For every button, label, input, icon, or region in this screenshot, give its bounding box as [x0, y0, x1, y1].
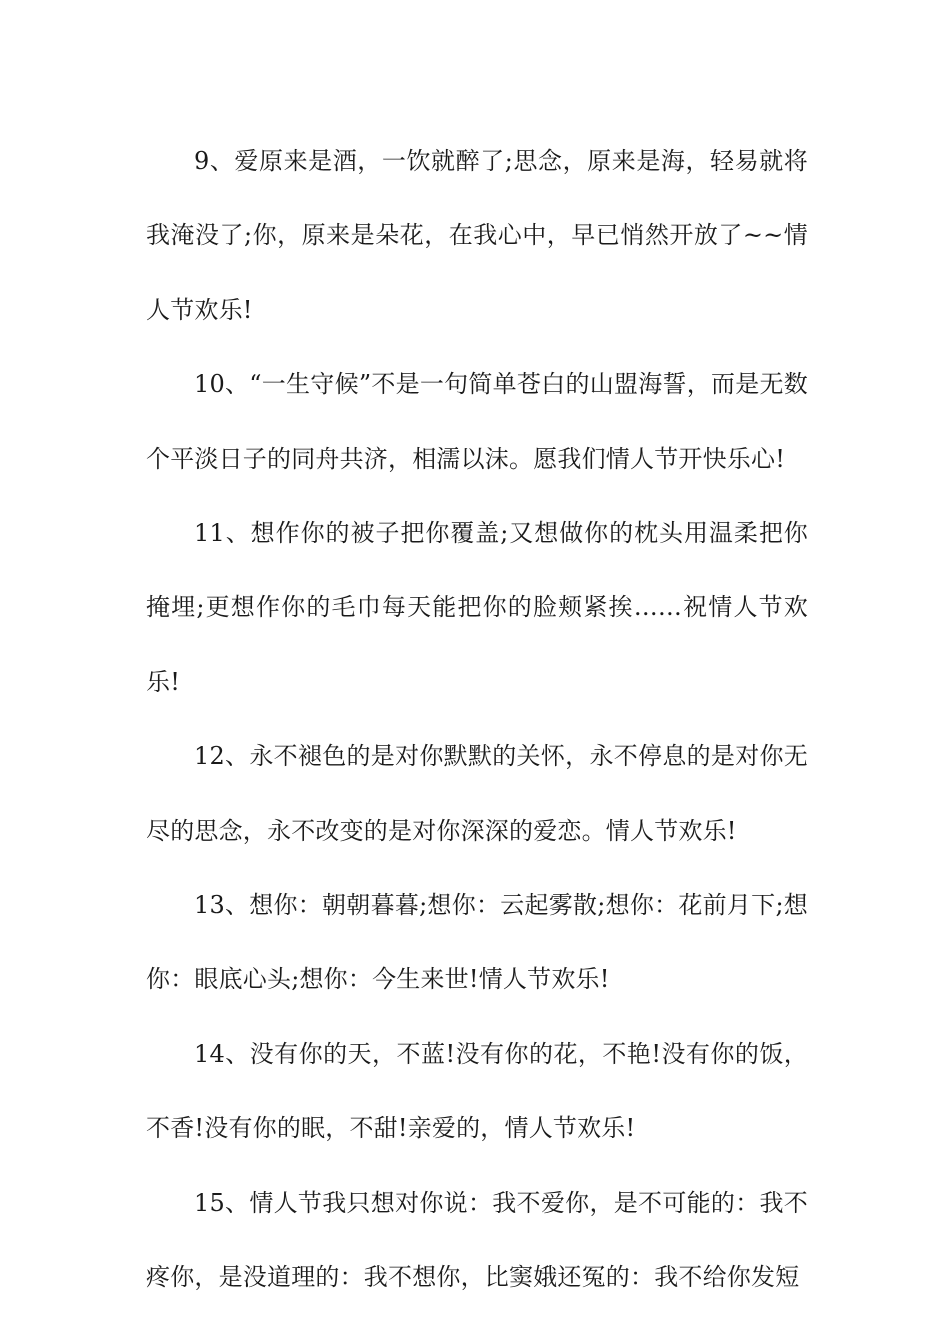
paragraph-11: 11、想作你的被子把你覆盖;又想做你的枕头用温柔把你掩埋;更想作你的毛巾每天能把你的脸颊紧挨……祝情人节欢乐!	[146, 519, 808, 696]
paragraph-9: 9、爱原来是酒，一饮就醉了;思念，原来是海，轻易就将我淹没了;你，原来是朵花，在我心中，早已悄然开放了~~情人节欢乐!	[146, 147, 808, 324]
paragraph-10: 10、“一生守候”不是一句简单苍白的山盟海誓，而是无数个平淡日子的同舟共济，相濡以沫。愿我们情人节开快乐心!	[146, 370, 808, 473]
paragraph-12: 12、永不褪色的是对你默默的关怀，永不停息的是对你无尽的思念，永不改变的是对你深深的爱恋。情人节欢乐!	[146, 742, 808, 845]
paragraph-15: 15、情人节我只想对你说：我不爱你，是不可能的：我不疼你，是没道理的：我不想你，比窦娥还冤的：我不给你发短	[146, 1188, 808, 1292]
paragraph-13: 13、想你：朝朝暮暮;想你：云起雾散;想你：花前月下;想你：眼底心头;想你：今生来世!情人节欢乐!	[146, 891, 808, 994]
paragraph-14: 14、没有你的天，不蓝!没有你的花，不艳!没有你的饭，不香!没有你的眠，不甜!亲爱的，情人节欢乐!	[146, 1039, 808, 1143]
document-body	[146, 124, 808, 1315]
